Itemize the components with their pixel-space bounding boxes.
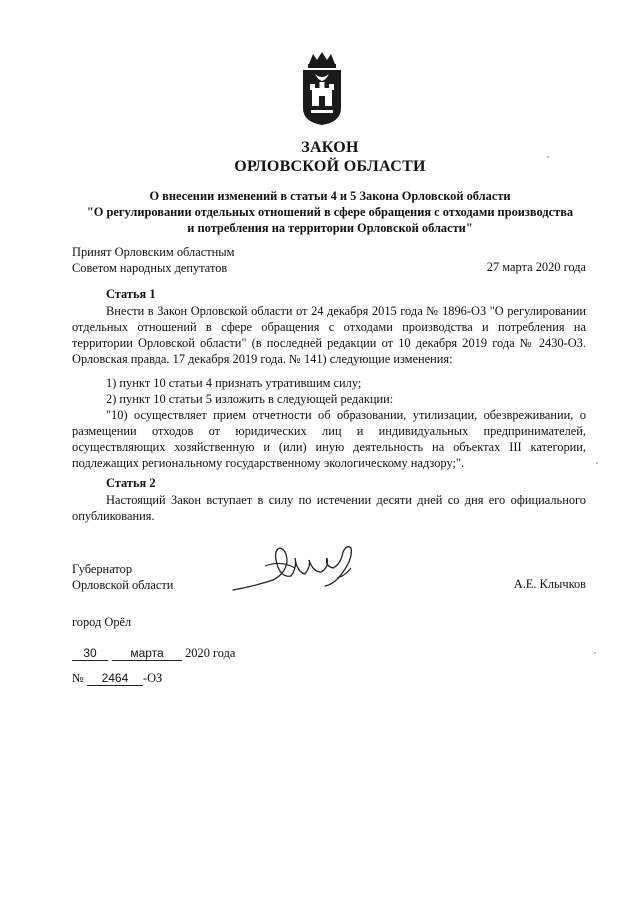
article-1-quote: "10) осуществляет прием отчетности об образовании, утилизации, обезвреживании, о размещении отходов от юридических лиц и индивидуальных предпринимателей, осуществляющих хозяйственную и (или) иную деятельность на объектах III категории, подлежащих региональному государственному экологическому надзору;". [72,408,586,470]
law-title: ЗАКОН [301,139,359,156]
region-title: ОРЛОВСКОЙ ОБЛАСТИ [234,158,426,175]
article-2-text: Настоящий Закон вступает в силу по истечении десяти дней со дня его официального опубликования. [72,493,586,523]
article-1-intro: Внести в Закон Орловской области от 24 декабря 2015 года № 1896-ОЗ "О регулировании отдельных отношений в сфере обращения с отходами производства и потребления на территории Орловской области" (в последней редакции от 10 декабря 2019 года № 2430-ОЗ. Орловская правда. 17 декабря 2019 года. № 141) следующие изменения: [72,304,586,366]
law-number-value: 2464 [87,671,143,686]
date-year: 2020 года [185,646,236,660]
number-suffix: -ОЗ [142,671,163,685]
article-1-heading: Статья 1 [106,287,156,301]
scan-speck [596,462,598,464]
adoption-line: Принят Орловским областным [72,245,235,259]
handwritten-signature [225,538,365,608]
coat-of-arms-icon [299,50,345,126]
adoption-date: 27 марта 2020 года [486,260,586,274]
date-day: 30 [72,646,108,661]
subtitle-line: "О регулировании отдельных отношений в сфере обращения с отходами производства [86,205,574,219]
subtitle-line: и потребления на территории Орловской области" [187,221,473,235]
scan-speck [594,652,596,654]
subtitle-line: О внесении изменений в статьи 4 и 5 Закона Орловской области [149,189,511,203]
signatory-position: Орловской области [72,578,174,592]
article-1-item-1: 1) пункт 10 статьи 4 признать утратившим силу; [106,376,362,390]
city: город Орёл [72,615,132,629]
scan-speck [547,156,549,158]
number-sign: № [72,671,84,685]
signing-date [72,645,235,661]
law-number [72,670,162,686]
date-month: марта [112,646,182,661]
adoption-line: Советом народных депутатов [72,261,228,275]
article-1-item-2: 2) пункт 10 статьи 5 изложить в следующей редакции: [106,392,394,406]
signatory-position: Губернатор [72,562,133,576]
signatory-name: А.Е. Клычков [513,577,586,591]
article-2-heading: Статья 2 [106,476,156,490]
